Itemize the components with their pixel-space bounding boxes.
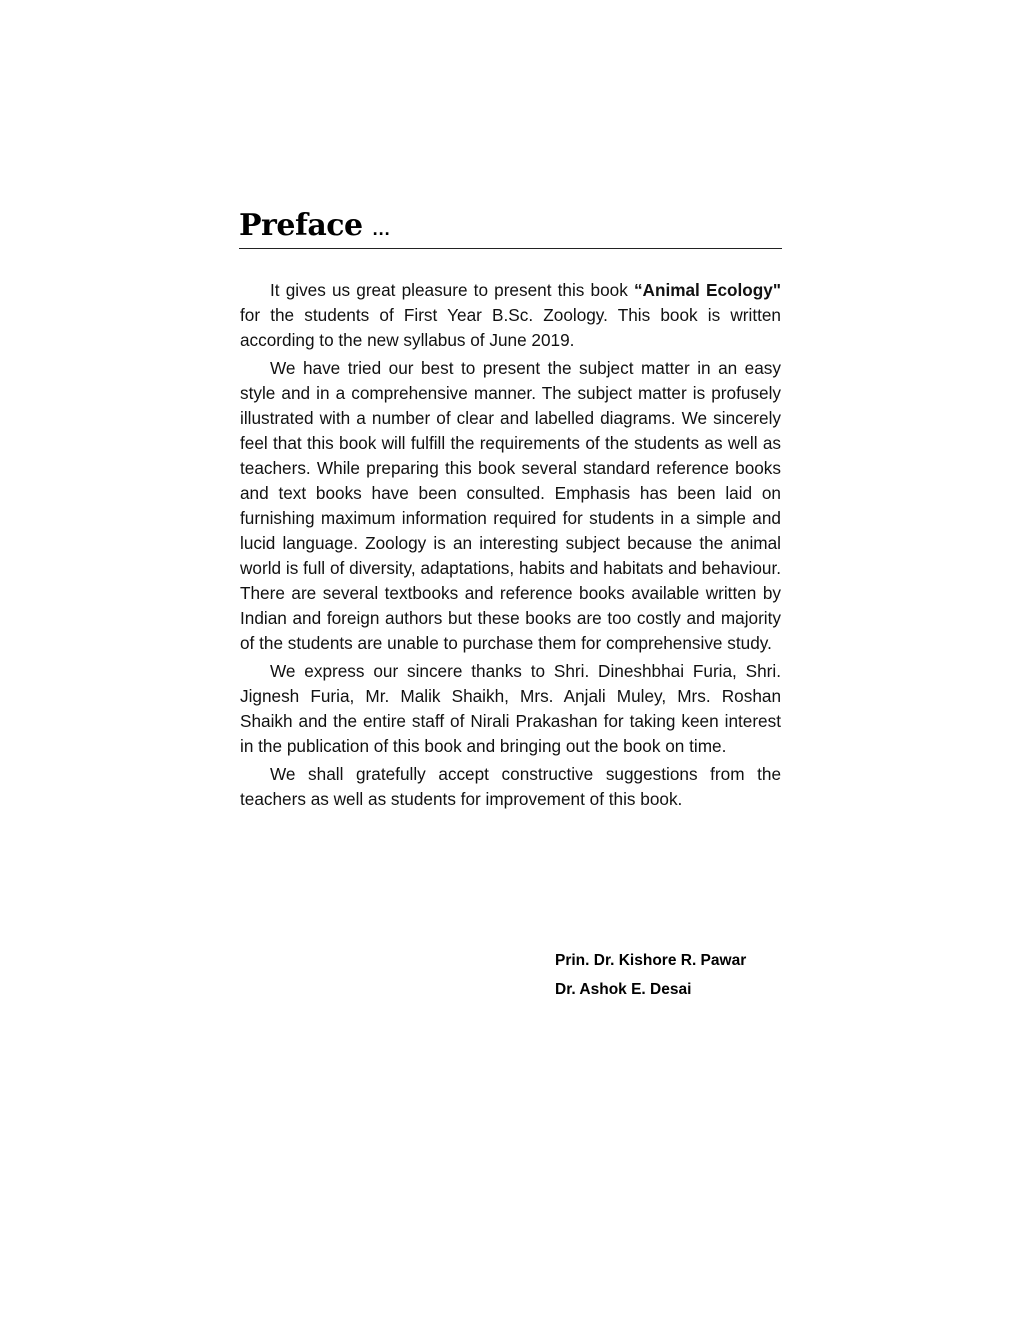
page-title-text: Preface bbox=[239, 208, 363, 243]
paragraph-intro-tail: for the students of First Year B.Sc. Zoology. This book is written according to the new syllabus of June 2019. bbox=[240, 305, 781, 350]
paragraph-acknowledgements: We express our sincere thanks to Shri. Dineshbhai Furia, Shri. Jignesh Furia, Mr. Malik Shaikh, Mrs. Anjali Muley, Mrs. Roshan Shaikh and the entire staff of Nirali Prakashan for taking keen interest in the publication of this book and bringing out the book on time. bbox=[240, 661, 781, 756]
paragraph-approach: We have tried our best to present the subject matter in an easy style and in a comprehensive manner. The subject matter is profusely illustrated with a number of clear and labelled diagrams. We sincerely feel that this book will fulfill the requirements of the students as well as teachers. While preparing this book several standard reference books and text books have been consulted. Emphasis has been laid on furnishing maximum information required for students in a simple and lucid language. Zoology is an interesting subject because the animal world is full of diversity, adaptations, habits and habitats and behaviour. There are several textbooks and reference books available written by Indian and foreign authors but these books are too costly and majority of the students are unable to purchase them for comprehensive study. bbox=[240, 358, 781, 653]
signature-block bbox=[555, 946, 746, 1004]
title-underline-divider bbox=[239, 248, 782, 249]
title-ellipsis: ... bbox=[372, 219, 391, 239]
paragraph-intro bbox=[240, 278, 781, 353]
preface-body bbox=[240, 278, 781, 815]
signatory-1: Prin. Dr. Kishore R. Pawar bbox=[555, 952, 747, 969]
book-title-emphasis: “Animal Ecology" bbox=[633, 280, 781, 300]
paragraph-suggestions: We shall gratefully accept constructive suggestions from the teachers as well as students for improvement of this book. bbox=[240, 764, 781, 809]
signatory-2: Dr. Ashok E. Desai bbox=[555, 981, 692, 998]
page-title bbox=[239, 206, 391, 249]
paragraph-intro-lead: It gives us great pleasure to present this book bbox=[270, 280, 634, 300]
